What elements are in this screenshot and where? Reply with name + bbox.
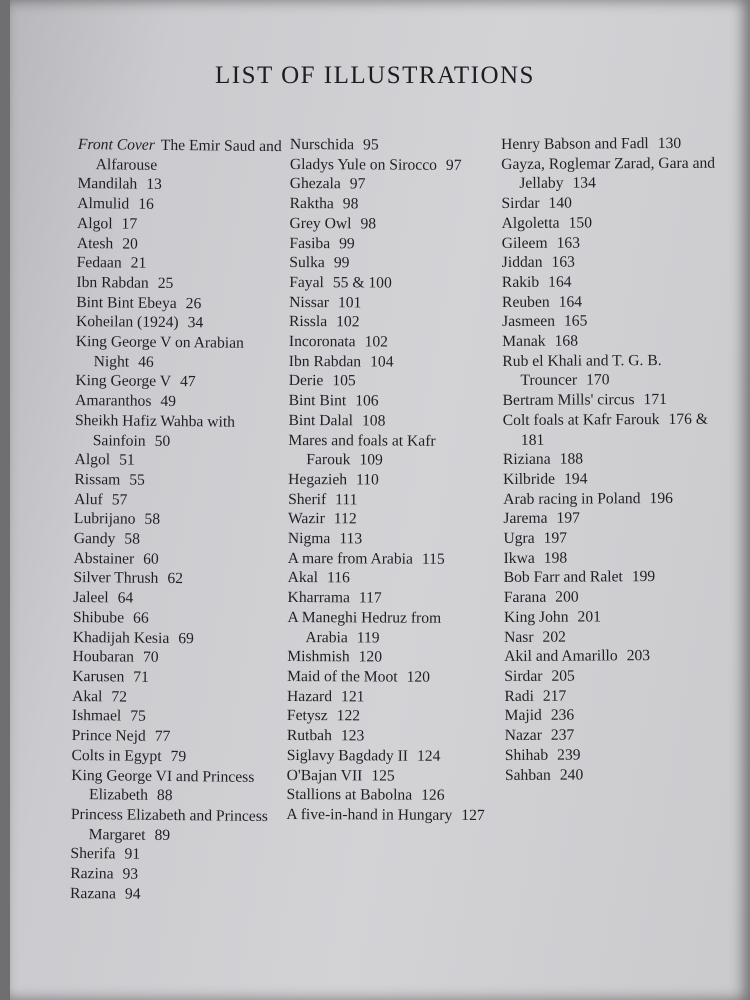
entry-page-number: 72: [111, 688, 128, 706]
illustration-entry: [288, 411, 500, 432]
entry-page-number: 127: [461, 806, 485, 824]
illustration-entry: [289, 391, 501, 412]
entry-name: Bob Farr and Ralet: [503, 568, 623, 587]
illustration-entry: [75, 371, 290, 393]
illustration-entry: [73, 628, 288, 650]
entry-name: Nurschida: [289, 135, 355, 154]
entry-page-number: 58: [124, 530, 141, 548]
entry-page-number: 205: [551, 667, 575, 685]
entry-name: Bertram Mills' circus: [502, 391, 635, 410]
entry-name: Bint Bint Ebeya: [76, 293, 177, 312]
illustration-entry: [74, 490, 289, 512]
illustration-entry: [289, 332, 501, 353]
illustration-entry: [502, 232, 717, 253]
illustration-entry: [76, 273, 291, 295]
entry-page-number: 163: [551, 253, 575, 271]
illustration-entry: [288, 568, 500, 589]
illustration-entry: [505, 744, 720, 765]
illustration-entry: [287, 746, 499, 767]
illustration-entry: [286, 785, 498, 806]
entry-page-number: 98: [360, 215, 377, 233]
entry-name: Karusen: [72, 667, 125, 686]
illustration-entry: [74, 450, 289, 472]
illustration-entry: [503, 528, 718, 549]
entry-name: Shibube: [72, 608, 125, 627]
illustration-entry: [73, 568, 288, 590]
illustration-entry: [288, 431, 500, 472]
entry-name: Bint Bint: [288, 392, 347, 410]
illustration-entry: [504, 705, 719, 726]
entry-name: Jiddan: [501, 253, 543, 272]
entry-page-number: 115: [421, 550, 445, 568]
illustration-entry: [72, 667, 287, 689]
entry-name: Colt foals at Kafr Farouk: [502, 410, 660, 429]
illustration-entry: [289, 352, 501, 373]
entry-page-number: 120: [406, 668, 431, 686]
illustration-entry: [503, 410, 718, 451]
illustration-entry: [501, 134, 716, 155]
illustration-entry: [75, 391, 290, 413]
entry-page-number: 237: [550, 726, 575, 744]
entry-page-number: 106: [355, 392, 379, 410]
entry-page-number: 69: [178, 629, 194, 647]
entry-page-number: 57: [111, 491, 128, 509]
entry-page-number: 95: [362, 136, 379, 154]
entry-page-number: 116: [326, 569, 350, 587]
entry-name: Khadijah Kesia: [72, 628, 170, 647]
entry-page-number: 202: [542, 628, 566, 646]
entry-name: Almulid: [77, 195, 130, 213]
entry-page-number: 170: [586, 371, 610, 389]
entry-page-number: 120: [358, 648, 383, 666]
entry-name: Ghezala: [289, 175, 341, 193]
entry-name: Princess Elizabeth and Princess Margaret: [70, 805, 269, 844]
entry-page-number: 163: [556, 234, 581, 252]
entry-name: Silver Thrush: [73, 569, 159, 588]
illustration-entry: [70, 884, 285, 906]
illustration-entry: [288, 529, 500, 550]
entry-name: Majid: [504, 707, 542, 725]
entry-page-number: 50: [154, 432, 171, 450]
entry-name: Rissam: [74, 470, 121, 489]
entry-page-number: 109: [359, 451, 383, 469]
entry-name: Fayal: [289, 273, 324, 292]
entry-page-number: 17: [121, 215, 138, 233]
illustration-entry: [504, 607, 719, 628]
entry-name: Fetysz: [286, 707, 328, 725]
entry-page-number: 124: [416, 747, 441, 765]
illustration-entry: [503, 449, 718, 470]
illustration-entry: [502, 331, 717, 352]
entry-page-number: 104: [370, 353, 394, 371]
entry-page-number: 140: [548, 194, 572, 212]
illustration-entry: [77, 234, 292, 256]
entry-name: Fedaan: [76, 254, 122, 272]
illustration-entry: [72, 706, 287, 728]
illustration-entry: [290, 194, 502, 215]
illustration-entry: [504, 685, 719, 706]
entry-page-number: 110: [356, 471, 379, 489]
entry-page-number: 66: [132, 609, 149, 627]
entry-name: Fasiba: [289, 234, 331, 252]
entry-name: Stallions at Babolna: [286, 786, 413, 804]
illustration-entry: [503, 488, 718, 509]
entry-name: Ikwa: [503, 549, 535, 567]
illustration-entry: [504, 666, 719, 687]
illustration-entry: [77, 253, 292, 275]
entry-name: Sheikh Hafiz Wahba with Sainfoin: [74, 411, 236, 450]
entry-name: Koheilan (1924): [75, 313, 179, 332]
entry-page-number: 203: [626, 647, 651, 665]
entry-page-number: 99: [333, 254, 350, 272]
entry-page-number: 164: [548, 273, 572, 291]
illustration-entry: [287, 706, 499, 727]
illustration-entry: [77, 214, 292, 236]
entry-page-number: 55 & 100: [332, 274, 392, 292]
entry-page-number: 171: [643, 391, 667, 409]
entry-page-number: 89: [154, 826, 171, 844]
illustration-entry: [501, 193, 716, 214]
entry-page-number: 102: [336, 313, 360, 331]
entry-name: Grey Owl: [289, 214, 352, 233]
entry-page-number: 217: [542, 687, 567, 705]
entry-page-number: 117: [358, 589, 382, 607]
entry-page-number: 91: [124, 845, 141, 864]
illustration-entry: [288, 549, 500, 570]
illustration-entry: [289, 273, 501, 294]
illustration-entry: [502, 272, 717, 293]
entry-page-number: 126: [421, 786, 445, 805]
entry-name: King George V on Arabian Night: [75, 333, 244, 371]
entry-name: Riziana: [502, 450, 551, 469]
illustration-entry: [76, 293, 291, 315]
entry-name: Algoletta: [501, 214, 560, 232]
illustration-entry: [287, 726, 499, 747]
entry-page-number: 112: [333, 510, 357, 528]
entry-page-number: 70: [142, 648, 159, 667]
entry-name: Algol: [74, 451, 111, 469]
entry-page-number: 122: [336, 707, 361, 725]
entry-page-number: 108: [361, 412, 386, 430]
illustration-entry: [288, 588, 500, 609]
illustration-entry: [287, 765, 499, 786]
entry-name: Sirdar: [504, 667, 543, 685]
entry-page-number: 75: [130, 707, 146, 726]
illustration-entry: [289, 312, 501, 333]
entry-name: Farana: [503, 588, 547, 607]
entry-page-number: 164: [558, 293, 583, 311]
illustration-entry: [72, 726, 287, 748]
entry-page-number: 99: [339, 234, 355, 252]
entry-name: Henry Babson and Fadl: [501, 135, 649, 153]
illustration-entry: [504, 587, 719, 608]
illustration-entry: [74, 509, 289, 531]
entry-page-number: 119: [356, 628, 380, 647]
illustration-entry: [503, 508, 718, 529]
entry-name: Wazir: [287, 510, 325, 528]
entry-name: Nigma: [287, 530, 331, 548]
illustration-entry: [289, 214, 501, 235]
entry-page-number: 51: [119, 451, 135, 469]
entry-page-number: 200: [555, 588, 579, 606]
entry-name: Akal: [287, 569, 319, 587]
entry-page-number: 98: [342, 195, 359, 213]
illustrations-column-1: [70, 135, 293, 906]
illustration-entry: [502, 311, 717, 332]
illustration-entry: [77, 174, 292, 196]
entry-name: Jaleel: [73, 589, 109, 607]
entry-page-number: 62: [167, 570, 184, 588]
entry-name: Jasmeen: [502, 313, 556, 331]
entry-page-number: 199: [631, 568, 656, 586]
entry-page-number: 25: [157, 274, 174, 292]
entry-page-number: 168: [554, 332, 579, 350]
entry-page-number: 46: [138, 353, 154, 371]
entry-page-number: 196: [649, 489, 673, 507]
entry-page-number: 88: [156, 787, 173, 805]
illustration-entry: [289, 253, 501, 274]
entry-page-number: 101: [337, 293, 362, 312]
entry-name: Rissla: [288, 313, 328, 331]
illustration-entry: [501, 212, 716, 233]
illustration-entry: [504, 646, 719, 667]
entry-name: Kharrama: [287, 589, 350, 607]
illustration-entry: [70, 844, 285, 866]
illustration-entry: [504, 547, 719, 568]
entry-page-number: 111: [335, 490, 358, 509]
entry-name: Sulka: [289, 254, 325, 272]
illustration-entry: [76, 312, 291, 334]
entry-name: King George V: [75, 372, 172, 391]
entry-page-number: 134: [572, 174, 596, 192]
illustration-entry: [72, 647, 287, 669]
entry-page-number: 125: [371, 766, 395, 785]
entry-name: Nazar: [504, 726, 542, 745]
entry-name: O'Bajan VII: [286, 766, 363, 784]
illustration-entry: [287, 647, 499, 668]
illustration-entry: [73, 608, 288, 630]
entry-page-number: 176 & 181: [520, 410, 708, 449]
entry-page-number: 201: [577, 608, 601, 626]
entry-page-number: 26: [185, 294, 202, 312]
entry-name: Abstainer: [73, 549, 135, 568]
illustration-entry: [71, 746, 286, 768]
entry-page-number: 197: [556, 509, 580, 528]
illustration-entry: [287, 608, 499, 649]
entry-name: Mandilah: [77, 175, 138, 194]
entry-page-number: 16: [138, 195, 154, 213]
illustration-entry: [70, 864, 285, 886]
entry-name: Prince Nejd: [71, 727, 146, 745]
entry-page-number: 21: [130, 254, 147, 272]
entry-page-number: 130: [657, 134, 682, 153]
illustration-entry: [73, 549, 288, 571]
entry-name: Colts in Egypt: [71, 746, 162, 765]
entry-name: Algol: [76, 214, 113, 233]
entry-name: Atesh: [76, 234, 114, 252]
entry-name: Akil and Amarillo: [504, 647, 618, 666]
entry-page-number: 113: [339, 530, 363, 548]
entry-name: Mares and foals at Kafr Farouk: [288, 431, 436, 469]
illustration-entry: [503, 469, 718, 490]
entry-page-number: 150: [568, 214, 593, 232]
entry-section-label: Front Cover: [77, 135, 155, 154]
entry-name: Amaranthos: [75, 392, 152, 410]
entry-name: Nasr: [504, 628, 534, 646]
illustration-entry: [76, 332, 291, 374]
illustration-entry: [72, 687, 287, 709]
entry-name: A five-in-hand in Hungary: [286, 805, 453, 824]
illustration-entry: [71, 805, 286, 847]
entry-name: Aluf: [74, 490, 103, 508]
illustration-entry: [289, 371, 501, 392]
entry-name: Raktha: [289, 195, 334, 213]
entry-page-number: 121: [341, 687, 365, 706]
illustration-entry: [505, 764, 720, 785]
illustrations-column-2: [286, 135, 502, 826]
entry-name: Hegazieh: [288, 470, 348, 489]
entry-name: King George VI and Princess Elizabeth: [71, 766, 255, 804]
entry-page-number: 239: [557, 746, 581, 764]
entry-name: A mare from Arabia: [287, 549, 413, 568]
entry-page-number: 34: [187, 314, 204, 332]
entry-page-number: 105: [332, 372, 356, 390]
entry-name: Ibn Rabdan: [288, 352, 362, 371]
entry-name: Gladys Yule on Sirocco: [289, 155, 437, 174]
entry-name: Maid of the Moot: [287, 667, 398, 686]
illustration-entry: [504, 567, 719, 588]
entry-page-number: 197: [543, 529, 568, 547]
entry-name: Houbaran: [72, 648, 135, 666]
entry-name: Akal: [72, 687, 103, 705]
entry-name: Sherif: [288, 490, 327, 508]
entry-page-number: 240: [559, 766, 584, 784]
illustration-entry: [78, 135, 293, 177]
illustration-entry: [75, 411, 290, 453]
entry-page-number: 20: [122, 234, 138, 253]
entry-name: Hazard: [287, 687, 333, 705]
illustration-entry: [77, 194, 292, 216]
entry-name: Razana: [69, 884, 117, 903]
entry-page-number: 194: [564, 470, 588, 488]
illustration-entry: [289, 234, 501, 255]
entry-page-number: 49: [160, 393, 177, 411]
entry-name: Sirdar: [501, 194, 540, 213]
entry-page-number: 97: [445, 156, 462, 174]
entry-name: Bint Dalal: [288, 411, 354, 430]
illustration-entry: [74, 529, 289, 551]
entry-name: Arab racing in Poland: [503, 489, 641, 508]
entry-name: Rub el Khali and T. G. B. Trouncer: [502, 351, 662, 390]
entry-page-number: 58: [144, 511, 161, 529]
entry-name: Rakib: [501, 273, 540, 291]
entry-name: Shihab: [504, 746, 549, 764]
illustration-entry: [71, 765, 286, 807]
entry-name: Rutbah: [286, 727, 332, 745]
illustration-entry: [505, 725, 720, 746]
entry-name: Razina: [70, 864, 114, 883]
entry-page-number: 64: [117, 589, 134, 607]
entry-name: Sherifa: [70, 845, 116, 863]
illustration-entry: [502, 291, 717, 312]
illustration-entry: [73, 588, 288, 610]
illustration-entry: [287, 687, 499, 708]
illustration-entry: [503, 390, 718, 411]
entry-page-number: 55: [129, 471, 145, 489]
illustration-entry: [290, 174, 502, 195]
entry-page-number: 47: [179, 373, 196, 391]
entry-page-number: 93: [122, 865, 139, 883]
entry-page-number: 71: [133, 668, 149, 686]
page-title: LIST OF ILLUSTRATIONS: [215, 62, 535, 89]
illustration-entry: [289, 293, 501, 314]
entry-name: Sahban: [504, 766, 551, 784]
entry-name: Manak: [502, 332, 546, 351]
entry-page-number: 97: [349, 175, 366, 193]
entry-page-number: 79: [170, 747, 187, 765]
entry-name: Ugra: [503, 529, 535, 548]
entry-name: Reuben: [501, 293, 550, 311]
illustration-entry: [287, 667, 499, 688]
entry-page-number: 236: [550, 706, 575, 725]
illustration-entry: [74, 470, 289, 492]
entry-name: Siglavy Bagdady II: [286, 746, 409, 765]
illustration-entry: [502, 350, 717, 391]
illustration-entry: [290, 135, 502, 156]
illustration-entry: [504, 626, 719, 647]
entry-name: Gileem: [501, 234, 548, 252]
entry-name: Derie: [288, 372, 324, 390]
entry-name: Mishmish: [287, 648, 350, 666]
entry-name: Ishmael: [71, 707, 122, 725]
entry-page-number: 94: [124, 885, 141, 903]
entry-name: Gandy: [73, 530, 116, 548]
entry-name: The Emir Saud and Alfarouse: [95, 136, 282, 174]
entry-name: Nissar: [289, 293, 330, 311]
entry-name: Gayza, Roglemar Zarad, Gara and Jellaby: [501, 154, 716, 193]
illustrations-column-3: [501, 134, 720, 786]
entry-page-number: 13: [146, 176, 162, 194]
entry-page-number: 102: [364, 333, 389, 351]
illustration-entry: [288, 470, 500, 491]
entry-name: A Maneghi Hedruz from Arabia: [287, 608, 442, 646]
entry-name: Incoronata: [288, 333, 356, 351]
entry-page-number: 165: [563, 312, 588, 330]
entry-page-number: 123: [340, 727, 365, 745]
illustration-entry: [501, 153, 716, 194]
entry-name: Kilbride: [503, 470, 556, 488]
illustration-entry: [286, 805, 498, 826]
entry-name: King John: [503, 608, 569, 626]
entry-page-number: 60: [143, 550, 159, 568]
entry-name: Jarema: [503, 510, 548, 528]
illustration-entry: [288, 509, 500, 530]
illustration-entry: [288, 490, 500, 511]
entry-page-number: 77: [154, 727, 171, 746]
entry-name: Radi: [504, 687, 534, 705]
entry-name: Lubrijano: [73, 510, 136, 528]
entry-name: Ibn Rabdan: [76, 273, 149, 292]
illustration-entry: [502, 252, 717, 273]
entry-page-number: 188: [559, 450, 584, 468]
entry-page-number: 198: [543, 549, 568, 567]
illustration-entry: [290, 155, 502, 176]
